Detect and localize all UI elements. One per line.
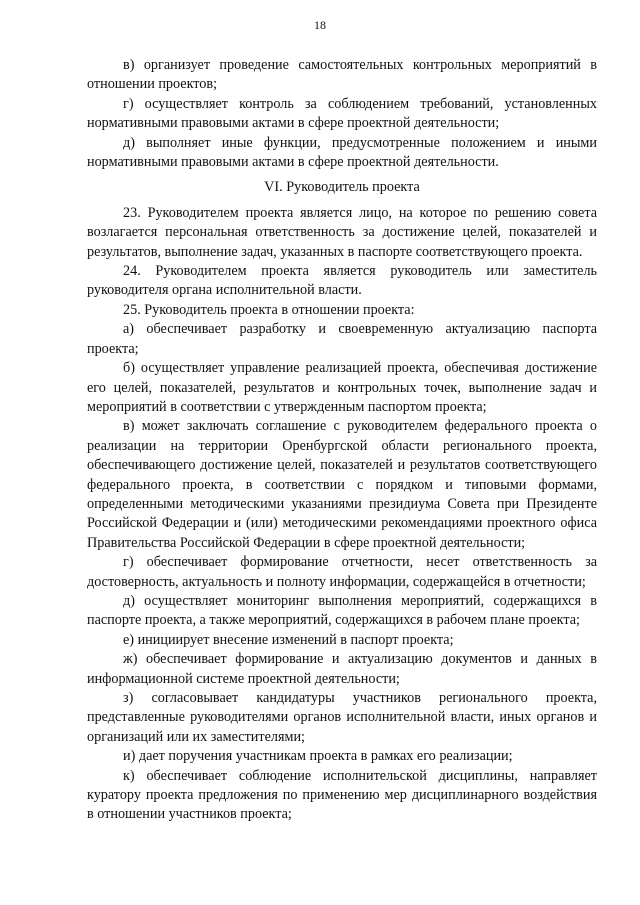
paragraph-item-g: г) осуществляет контроль за соблюдением требований, установленных нормативными правовыми актами в сфере проектной деятельности; bbox=[87, 95, 597, 132]
paragraph-25-i: и) дает поручения участникам проекта в рамках его реализации; bbox=[123, 748, 513, 765]
paragraph-item-d: д) выполняет иные функции, предусмотренные положением и иными нормативными правовыми актами в сфере проектной деятельности. bbox=[87, 134, 597, 171]
paragraph-25-b: б) осуществляет управление реализацией проекта, обеспечивая достижение его целей, показателей, результатов и контрольных точек, выполнение задач и мероприятий в соответствии с утвержденным паспортом проекта; bbox=[87, 360, 597, 415]
paragraph-25-v: в) может заключать соглашение с руководителем федерального проекта о реализации на территории Оренбургской области регионального проекта, обеспечивающего достижение целей, показателей и результатов соответствующего федерального проекта, в соответствии с порядком и типовыми формами, определенными методическими указаниями президиума Совета при Президенте Российской Федерации и (или) методическими рекомендациями проектного офиса Правительства Российской Федерации в сфере проектной деятельности; bbox=[87, 418, 597, 551]
paragraph-25-k: к) обеспечивает соблюдение исполнительской дисциплины, направляет куратору проекта предложения по применению мер дисциплинарного воздействия в отношении участников проекта; bbox=[87, 767, 597, 823]
paragraph-25: 25. Руководитель проекта в отношении проекта: bbox=[123, 301, 415, 318]
paragraph-item-v: в) организует проведение самостоятельных контрольных мероприятий в отношении проектов; bbox=[87, 57, 597, 93]
paragraph-25-zh: ж) обеспечивает формирование и актуализацию документов и данных в информационной системе проектной деятельности; bbox=[87, 651, 597, 687]
paragraph-25-a: а) обеспечивает разработку и своевременную актуализацию паспорта проекта; bbox=[87, 321, 597, 357]
paragraph-25-g: г) обеспечивает формирование отчетности, несет ответственность за достоверность, актуальность и полноту информации, содержащейся в отчетности; bbox=[87, 554, 597, 590]
paragraph-25-d: д) осуществляет мониторинг выполнения мероприятий, содержащихся в паспорте проекта, а также мероприятий, содержащихся в рабочем плане проекта; bbox=[87, 592, 597, 629]
paragraph-23: 23. Руководителем проекта является лицо, на которое по решению совета возлагается персональная ответственность за достижение целей, показателей и результатов, выполнение задач, указанных в паспорте соответствующего проекта. bbox=[87, 204, 597, 260]
paragraph-25-z: з) согласовывает кандидатуры участников регионального проекта, представленные руководителями органов исполнительной власти, иных органов и организаций или их заместителями; bbox=[87, 690, 597, 745]
page-number: 18 bbox=[314, 18, 326, 32]
document-body bbox=[87, 56, 597, 825]
paragraph-24: 24. Руководителем проекта является руководитель или заместитель руководителя органа исполнительной власти. bbox=[87, 263, 597, 299]
section-heading: VI. Руководитель проекта bbox=[264, 179, 420, 196]
paragraph-25-e: е) инициирует внесение изменений в паспорт проекта; bbox=[123, 631, 454, 648]
